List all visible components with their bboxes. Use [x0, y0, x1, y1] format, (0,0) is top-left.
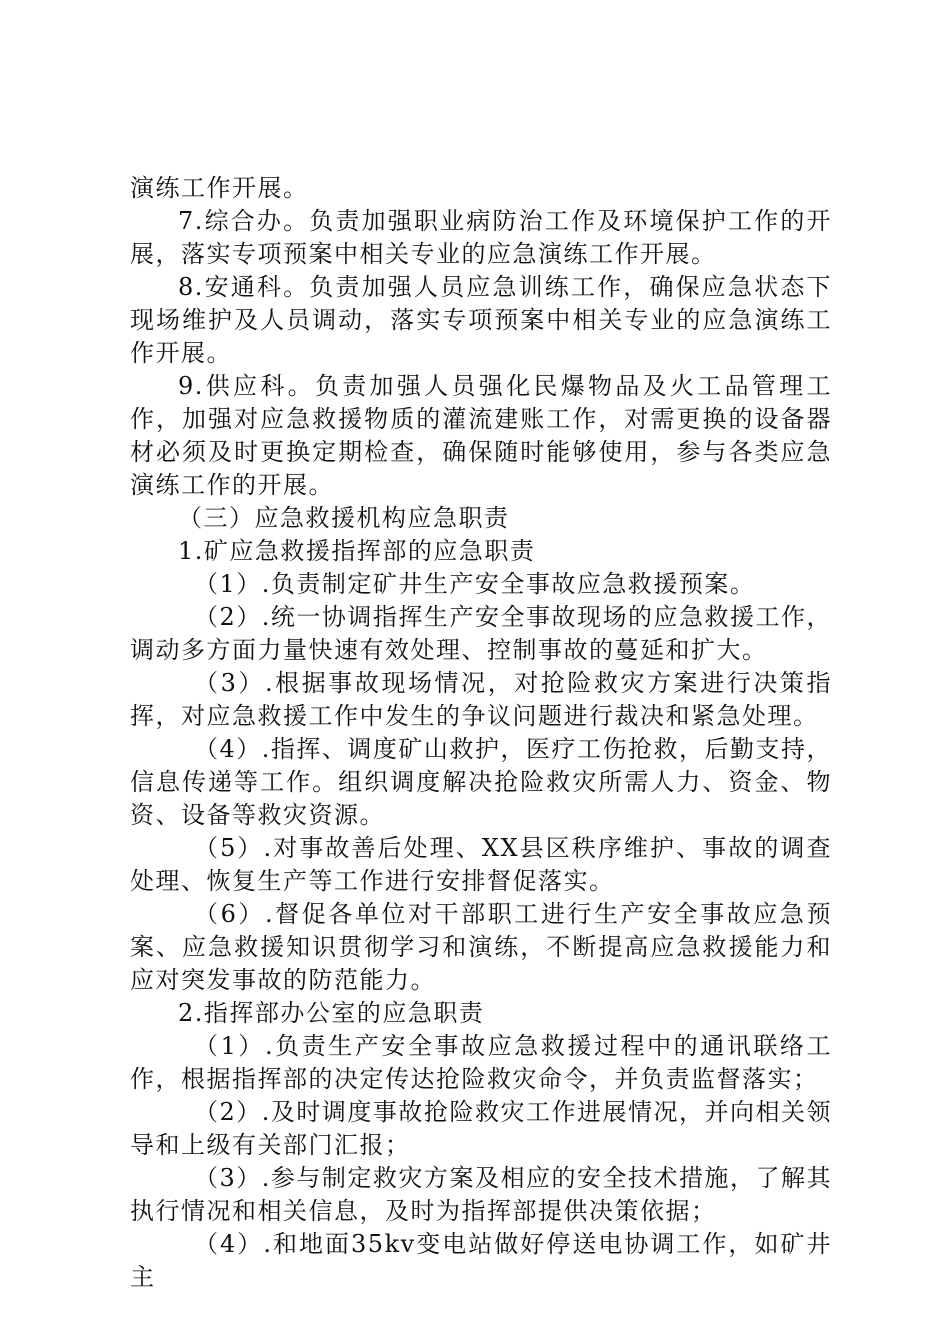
- list-item-2-2: （2）.及时调度事故抢险救灾工作进展情况，并向相关领导和上级有关部门汇报；: [130, 1098, 832, 1159]
- paragraph-continuation: 演练工作开展。: [130, 174, 309, 202]
- paragraph-item-8: 8.安通科。负责加强人员应急训练工作，确保应急状态下现场维护及人员调动，落实专项预案中相关专业的应急演练工作开展。: [130, 273, 832, 367]
- list-item-1-1: （1）.负责制定矿井生产安全事故应急救援预案。: [194, 570, 756, 598]
- list-item-1-3: （3）.根据事故现场情况，对抢险救灾方案进行决策指挥，对应急救援工作中发生的争议问题进行裁决和紧急处理。: [130, 669, 832, 730]
- paragraph-item-7: 7.综合办。负责加强职业病防治工作及环境保护工作的开展，落实专项预案中相关专业的应急演练工作开展。: [130, 207, 832, 268]
- list-item-1-2: （2）.统一协调指挥生产安全事故现场的应急救援工作，调动多方面力量快速有效处理、控制事故的蔓延和扩大。: [130, 603, 832, 664]
- list-item-2-1: （1）.负责生产安全事故应急救援过程中的通讯联络工作，根据指挥部的决定传达抢险救灾命令，并负责监督落实；: [130, 1032, 832, 1093]
- list-item-1-4: （4）.指挥、调度矿山救护，医疗工伤抢救，后勤支持，信息传递等工作。组织调度解决抢险救灾所需人力、资金、物资、设备等救灾资源。: [130, 735, 832, 829]
- list-item-1-6: （6）.督促各单位对干部职工进行生产安全事故应急预案、应急救援知识贯彻学习和演练，不断提高应急救援能力和应对突发事故的防范能力。: [130, 900, 832, 994]
- paragraph-item-9: 9.供应科。负责加强人员强化民爆物品及火工品管理工作，加强对应急救援物质的灌流建账工作，对需更换的设备器材必须及时更换定期检查，确保随时能够使用，参与各类应急演练工作的开展。: [130, 372, 832, 499]
- section-heading-3: （三）应急救援机构应急职责: [178, 504, 510, 532]
- list-item-2-3: （3）.参与制定救灾方案及相应的安全技术措施，了解其执行情况和相关信息，及时为指挥部提供决策依据；: [130, 1164, 832, 1225]
- document-body: [130, 172, 832, 1294]
- subsection-heading-2: 2.指挥部办公室的应急职责: [178, 999, 485, 1027]
- list-item-2-4: （4）.和地面35kv变电站做好停送电协调工作，如矿井主: [130, 1230, 832, 1291]
- subsection-heading-1: 1.矿应急救援指挥部的应急职责: [178, 537, 536, 565]
- list-item-1-5: （5）.对事故善后处理、XX县区秩序维护、事故的调查处理、恢复生产等工作进行安排督促落实。: [130, 834, 832, 895]
